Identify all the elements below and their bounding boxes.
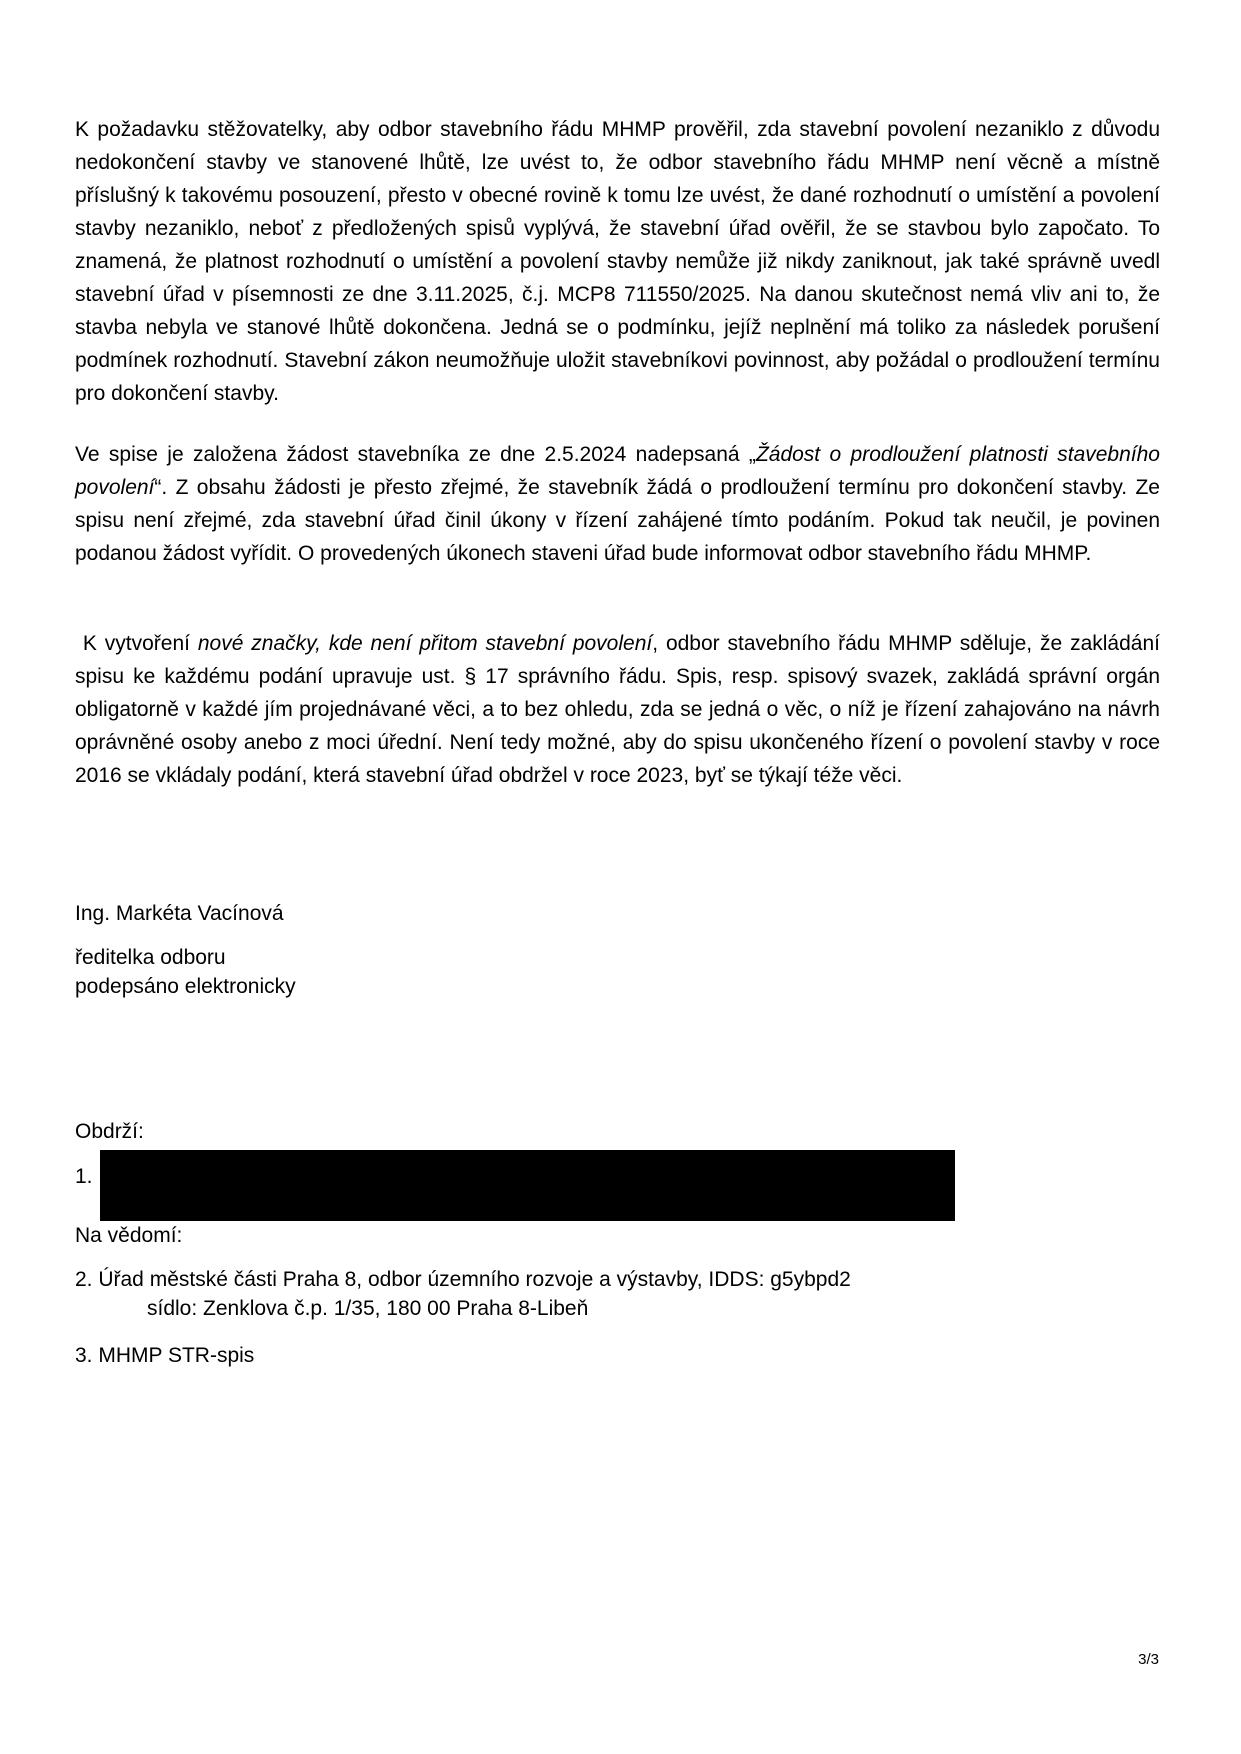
paragraph-text: K požadavku stěžovatelky, aby odbor stavebního řádu MHMP prověřil, zda stavební povolení nezaniklo z důvodu nedokončení stavby ve stanovené lhůtě, lze uvést to, že odbor stavebního řádu MHMP není věcně a místně příslušný k takovému posouzení, přesto v obecné rovině k tomu lze uvést, že dané rozhodnutí o umístění a povolení stavby nezaniklo, neboť z předložených spisů vyplývá, že stavební úřad ověřil, že se stavbou bylo započato. To znamená, že platnost rozhodnutí o umístění a povolení stavby nemůže již nikdy zaniknout, jak také správně uvedl stavební úřad v písemnosti ze dne 3.11.2025, č.j. MCP8 711550/2025. Na danou skutečnost nemá vliv ani to, že stavba nebyla ve stanové lhůtě dokončena. Jedná se o podmínku, jejíž neplnění má toliko za následek porušení podmínek rozhodnutí. Stavební zákon neumožňuje uložit stavebníkovi povinnost, aby požádal o prodloužení termínu pro dokončení stavby. <box>75 118 1160 405</box>
cc-heading: Na vědomí: <box>75 1224 183 1247</box>
quoted-phrase: nové značky, kde není přitom stavební povolení <box>197 632 653 655</box>
recipient-1-number: 1. <box>75 1165 93 1188</box>
signer-role: ředitelka odboru <box>75 946 226 969</box>
cc-item-2: 2. Úřad městské části Praha 8, odbor územního rozvoje a výstavby, IDDS: g5ybpd2 <box>75 1268 851 1291</box>
paragraph-text-end: , odbor stavebního řádu MHMP sděluje, že zakládání spisu ke každému podání upravuje ust. § 17 správního řádu. Spis, resp. spisový svazek, zakládá správní orgán obligatorně v každé jím projednávané věci, a to bez ohledu, zda se jedná o věc, o níž je řízení zahajováno na návrh oprávněné osoby anebo z moci úřední. Není tedy možné, aby do spisu ukončeného řízení o povolení stavby v roce 2016 se vkládaly podání, která stavební úřad obdržel v roce 2023, byť se týkají téže věci. <box>75 632 1160 787</box>
recipients-heading: Obdrží: <box>75 1120 144 1143</box>
paragraph-text-start: K vytvoření <box>82 632 198 655</box>
paragraph-complaint-review <box>75 113 1160 410</box>
cc-item-3: 3. MHMP STR-spis <box>75 1344 255 1367</box>
paragraph-text-end: “. Z obsahu žádosti je přesto zřejmé, že stavebník žádá o prodloužení termínu pro dokončení stavby. Ze spisu není zřejmé, zda stavební úřad činil úkony v řízení zahájené tímto podáním. Pokud tak neučil, je povinen podanou žádost vyřídit. O provedených úkonech staveni úřad bude informovat odbor stavebního řádu MHMP. <box>75 476 1160 565</box>
paragraph-new-file-mark <box>75 627 1160 792</box>
redaction-box <box>100 1150 955 1221</box>
page-number: 3/3 <box>1138 1651 1159 1668</box>
quoted-request-title: Žádost o prodloužení platnosti stavebního povolení <box>75 443 1160 499</box>
paragraph-text-start: Ve spise je založena žádost stavebníka ze dne 2.5.2024 nadepsaná „ <box>75 443 756 466</box>
signature-note: podepsáno elektronicky <box>75 975 296 998</box>
cc-item-2-address: sídlo: Zenklova č.p. 1/35, 180 00 Praha 8-Libeň <box>147 1297 589 1320</box>
paragraph-extension-request <box>75 438 1160 570</box>
signer-name: Ing. Markéta Vacínová <box>75 902 284 925</box>
